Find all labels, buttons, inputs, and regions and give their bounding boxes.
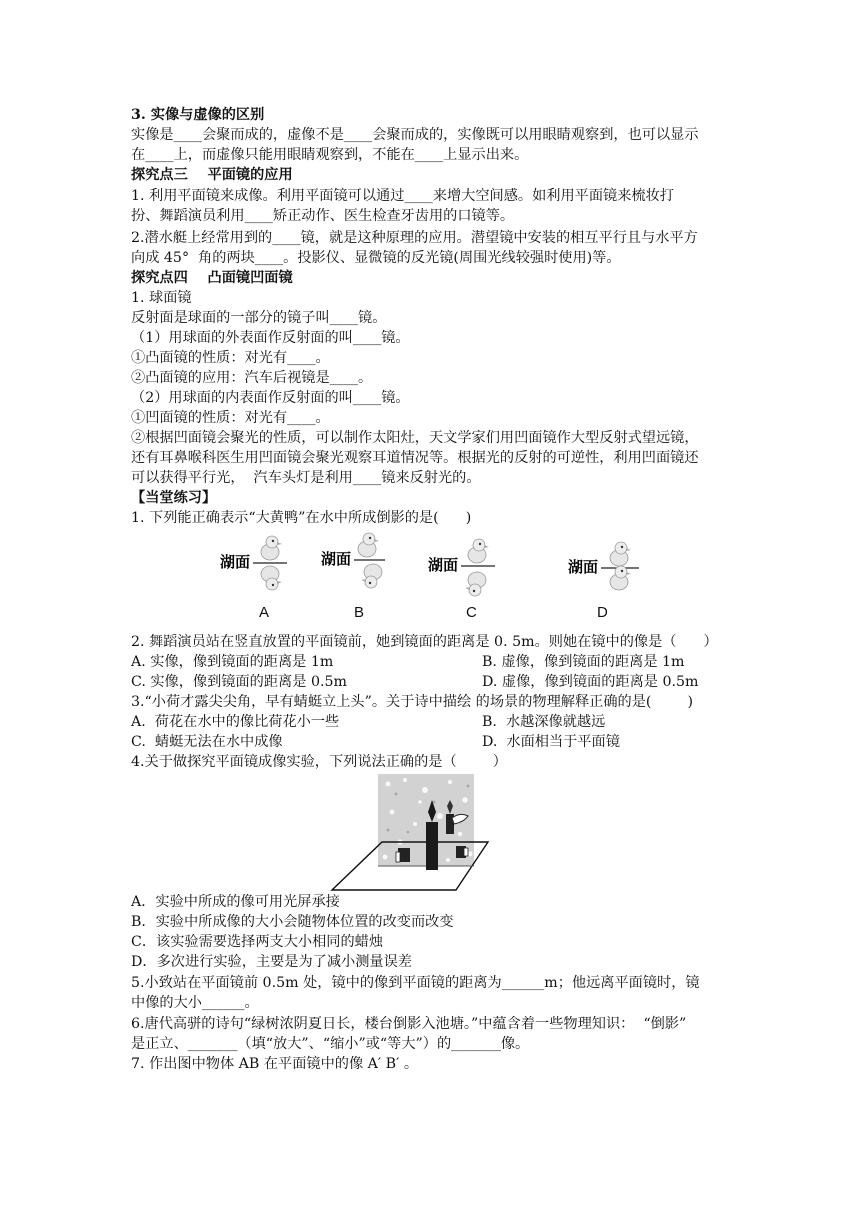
question-5-line1: 5.小致站在平面镜前 0.5m 处，镜中的像到平面镜的距离为______m；他远离平面镜时，镜 (131, 975, 700, 991)
option-b-figure (321, 533, 385, 588)
q4-option-d: D．多次进行实验，主要是为了减小测量误差 (131, 954, 412, 970)
point3-line3: 2.潜水艇上经常用到的____镜，就是这种原理的应用。潜望镜中安装的相互平行且与水平方 (131, 230, 698, 246)
point4-line1: 1. 球面镜 (131, 290, 192, 306)
question-6-line1: 6.唐代高骈的诗句“绿树浓阴夏日长，楼台倒影入池塘。”中蕴含着一些物理知识： “倒影” (131, 1016, 687, 1032)
option-c-figure (428, 539, 495, 596)
point4-line3: （1）用球面的外表面作反射面的叫____镜。 (131, 330, 410, 346)
point3-line2: 扮、舞蹈演员利用____矫正动作、医生检查牙齿用的口镜等。 (131, 208, 515, 224)
option-label-c: C (466, 604, 477, 621)
q4-option-c: C．该实验需要选择两支大小相同的蜡烛 (131, 934, 384, 950)
mirror-experiment-figure (330, 772, 490, 894)
point3-line4: 向成 45° 角的两块____。投影仪、显微镜的反光镜(周围光线较强时使用)等。 (131, 250, 621, 266)
question-4: 4.关于做探究平面镜成像实验，下列说法正确的是（ ） (131, 754, 507, 770)
q3-option-c: C. 蜻蜓无法在水中成像 (131, 734, 283, 750)
q4-option-a: A．实验中所成的像可用光屏承接 (131, 894, 340, 910)
point4-line5: ②凸面镜的应用：汽车后视镜是____。 (131, 370, 373, 386)
question-2: 2. 舞蹈演员站在竖直放置的平面镜前，她到镜面的距离是 0. 5m。则她在镜中的像是（ ） (131, 634, 718, 650)
point4-line10: 可以获得平行光， 汽车头灯是利用____镜来反射光的。 (131, 470, 481, 486)
option-label-b: B (354, 604, 365, 621)
option-d-figure (568, 542, 639, 590)
point4-line2: 反射面是球面的一部分的镜子叫____镜。 (131, 310, 387, 326)
point3-title: 探究点三 平面镜的应用 (131, 167, 293, 183)
q2-option-b: B. 虚像，像到镜面的距离是 1m (482, 654, 685, 670)
q3-option-d: D. 水面相当于平面镜 (482, 734, 620, 750)
lake-label-a: 湖面 (220, 554, 251, 571)
section3-title: 3. 实像与虚像的区别 (131, 107, 265, 123)
lake-label-c: 湖面 (428, 557, 459, 574)
point4-line6: （2）用球面的内表面作反射面的叫____镜。 (131, 390, 410, 406)
q2-option-d: D. 虚像，像到镜面的距离是 0.5m (482, 674, 699, 690)
point4-title: 探究点四 凸面镜凹面镜 (131, 270, 293, 286)
question-1: 1. 下列能正确表示“大黄鸭”在水中所成倒影的是( ) (131, 510, 472, 526)
section3-line2: 在____上，而虚像只能用眼睛观察到，不能在____上显示出来。 (131, 147, 529, 163)
option-a-figure (220, 536, 287, 590)
q4-option-b: B．实验中所成像的大小会随物体位置的改变而改变 (131, 914, 454, 930)
point4-line4: ①凸面镜的性质：对光有____。 (131, 350, 330, 366)
question-6-line2: 是正立、_______（填“放大”、“缩小”或“等大”）的_______像。 (131, 1036, 530, 1052)
question-7: 7. 作出图中物体 AB 在平面镜中的像 A′ B′ 。 (131, 1056, 419, 1072)
lake-label-b: 湖面 (321, 551, 352, 568)
option-label-d: D (597, 604, 608, 621)
point3-line1: 1. 利用平面镜来成像。利用平面镜可以通过____来增大空间感。如利用平面镜来梳妆打 (131, 188, 674, 204)
q2-option-c: C. 实像，像到镜面的距离是 0.5m (131, 674, 347, 690)
point4-line9: 还有耳鼻喉科医生用凹面镜会聚光观察耳道情况等。根据光的反射的可逆性，利用凹面镜还 (131, 450, 699, 466)
question-3: 3.“小荷才露尖尖角，早有蜻蜓立上头”。关于诗中描绘 的场景的物理解释正确的是( ) (131, 694, 694, 710)
q3-option-a: A. 荷花在水中的像比荷花小一些 (131, 714, 340, 730)
option-label-a: A (259, 604, 270, 621)
question-5-line2: 中像的大小______。 (131, 995, 259, 1011)
section3-line1: 实像是____会聚而成的，虚像不是____会聚而成的，实像既可以用眼睛观察到，也可以显示 (131, 127, 699, 143)
q2-option-a: A. 实像，像到镜面的距离是 1m (131, 654, 334, 670)
point4-line7: ①凹面镜的性质：对光有____。 (131, 410, 330, 426)
duck-reflection-figure (215, 530, 655, 630)
point4-line8: ②根据凹面镜会聚光的性质，可以制作太阳灶，天文学家们用凹面镜作大型反射式望远镜， (131, 430, 699, 446)
q3-option-b: B. 水越深像就越远 (482, 714, 606, 730)
practice-title: 【当堂练习】 (131, 490, 217, 506)
lake-label-d: 湖面 (568, 559, 599, 576)
